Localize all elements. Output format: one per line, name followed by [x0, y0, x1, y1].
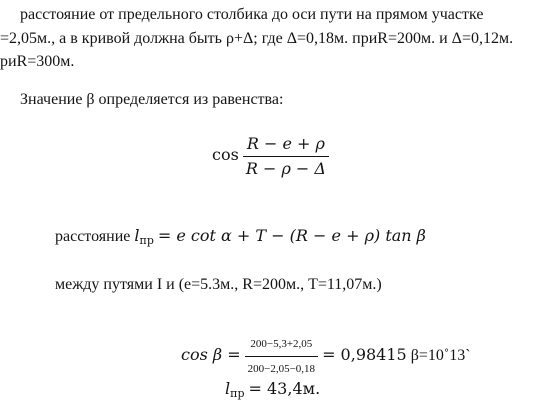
- l-symbol: $l_{пр}$: [225, 379, 245, 400]
- calc-numerator: 200−5,3+2,05: [250, 338, 313, 350]
- beta-angle-value: β=10˚13`: [410, 347, 471, 365]
- cos-function: cos: [212, 145, 239, 165]
- calc-result: = 0,98415: [322, 345, 407, 365]
- paragraph-line-2: =2,05м., а в кривой должна быть ρ+Δ; где Δ=0,18м. приR=200м. и Δ=0,12м.: [0, 30, 514, 47]
- cos-calculation: [181, 334, 471, 379]
- calc-denominator: 200−2,05−0,18: [245, 356, 318, 379]
- cos-beta-formula: [212, 134, 329, 179]
- distance-formula: [55, 226, 426, 251]
- params-line: между путями I и (e=5.3м., R=200м., T=11,07м.): [55, 276, 382, 293]
- cos-fraction: [243, 134, 329, 179]
- fraction-numerator: R − e + ρ: [246, 134, 325, 153]
- cos-beta-label: cos β =: [181, 345, 241, 365]
- paragraph-line-3: риR=300м.: [0, 53, 75, 70]
- distance-label: расстояние: [55, 228, 131, 245]
- l-result: [225, 379, 320, 404]
- distance-symbol: $l_{пр}$: [134, 226, 154, 247]
- calc-fraction: [245, 334, 318, 379]
- distance-rhs: = e cot α + T − (R − e + ρ) tan β: [157, 226, 426, 245]
- paragraph-line-1: расстояние от предельного столбика до оси пути на прямом участке: [20, 6, 484, 23]
- l-value: = 43,4м.: [248, 379, 321, 398]
- beta-intro-text: Значение β определяется из равенства:: [20, 91, 284, 108]
- fraction-denominator: R − ρ − Δ: [243, 156, 329, 179]
